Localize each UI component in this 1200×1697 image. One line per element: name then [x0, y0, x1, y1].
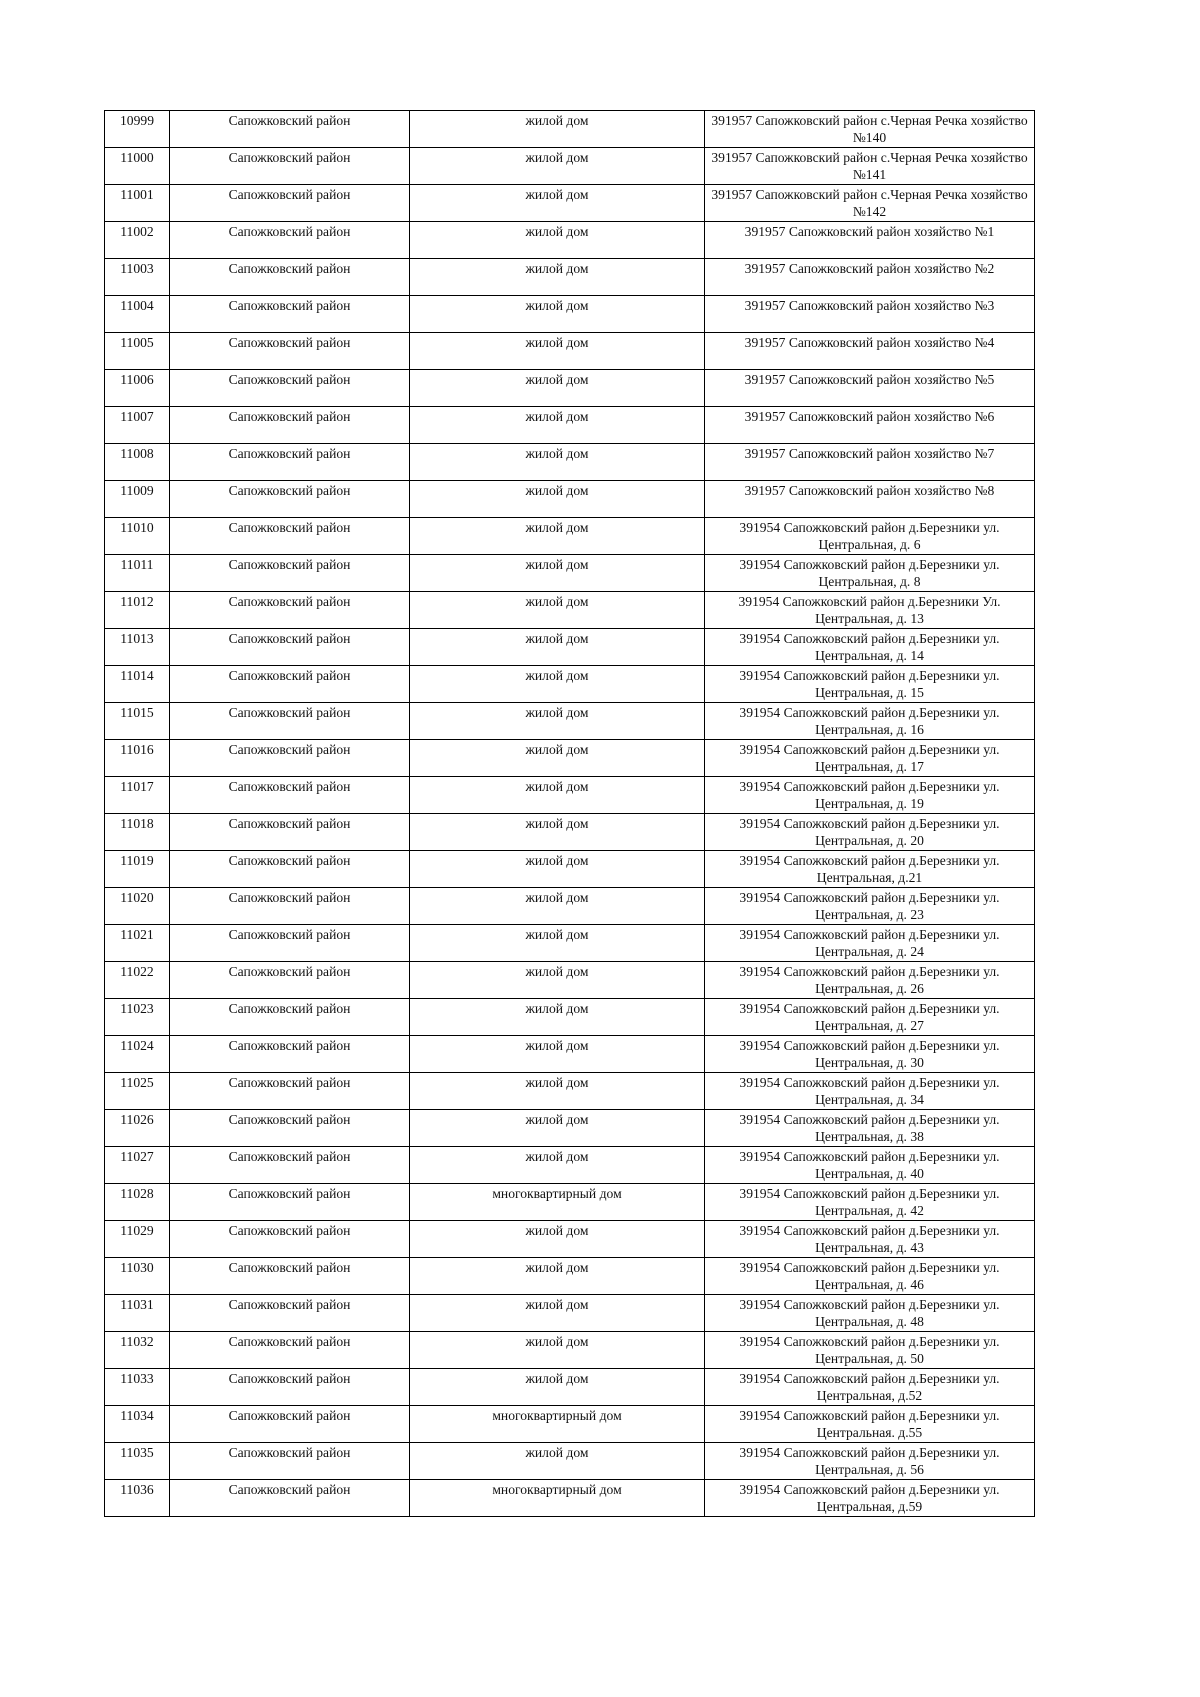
address-cell: 391954 Сапожковский район д.Березники ул. Центральная, д. 14 [705, 629, 1035, 666]
district-cell: Сапожковский район [170, 1295, 410, 1332]
address-cell: 391954 Сапожковский район д.Березники ул. Центральная, д.52 [705, 1369, 1035, 1406]
address-cell: 391957 Сапожковский район хозяйство №5 [705, 370, 1035, 407]
district-cell: Сапожковский район [170, 481, 410, 518]
district-cell: Сапожковский район [170, 296, 410, 333]
record-number-cell: 11012 [105, 592, 170, 629]
object-type-cell: жилой дом [410, 259, 705, 296]
object-type-cell: жилой дом [410, 555, 705, 592]
record-number-cell: 11013 [105, 629, 170, 666]
object-type-cell: многоквартирный дом [410, 1406, 705, 1443]
object-type-cell: жилой дом [410, 1295, 705, 1332]
table-row [105, 777, 1035, 814]
address-cell: 391957 Сапожковский район хозяйство №6 [705, 407, 1035, 444]
district-cell: Сапожковский район [170, 222, 410, 259]
object-type-cell: жилой дом [410, 1369, 705, 1406]
district-cell: Сапожковский район [170, 148, 410, 185]
table-row [105, 999, 1035, 1036]
object-type-cell: жилой дом [410, 407, 705, 444]
object-type-cell: жилой дом [410, 925, 705, 962]
district-cell: Сапожковский район [170, 592, 410, 629]
address-cell: 391954 Сапожковский район д.Березники ул. Центральная, д. 46 [705, 1258, 1035, 1295]
district-cell: Сапожковский район [170, 888, 410, 925]
address-cell: 391954 Сапожковский район д.Березники ул. Центральная, д. 50 [705, 1332, 1035, 1369]
object-type-cell: жилой дом [410, 629, 705, 666]
district-cell: Сапожковский район [170, 370, 410, 407]
table-row [105, 481, 1035, 518]
record-number-cell: 11034 [105, 1406, 170, 1443]
record-number-cell: 11011 [105, 555, 170, 592]
record-number-cell: 11022 [105, 962, 170, 999]
address-cell: 391957 Сапожковский район хозяйство №3 [705, 296, 1035, 333]
table-row [105, 1036, 1035, 1073]
district-cell: Сапожковский район [170, 1147, 410, 1184]
district-cell: Сапожковский район [170, 925, 410, 962]
object-type-cell: жилой дом [410, 296, 705, 333]
table-row [105, 592, 1035, 629]
table-row [105, 296, 1035, 333]
table-row [105, 703, 1035, 740]
district-cell: Сапожковский район [170, 1480, 410, 1517]
table-row [105, 370, 1035, 407]
object-type-cell: жилой дом [410, 481, 705, 518]
address-cell: 391954 Сапожковский район д.Березники ул. Центральная, д. 15 [705, 666, 1035, 703]
table-row [105, 111, 1035, 148]
object-type-cell: жилой дом [410, 333, 705, 370]
address-cell: 391954 Сапожковский район д.Березники ул. Центральная, д. 16 [705, 703, 1035, 740]
object-type-cell: жилой дом [410, 592, 705, 629]
table-row [105, 851, 1035, 888]
table-row [105, 1147, 1035, 1184]
record-number-cell: 11036 [105, 1480, 170, 1517]
object-type-cell: жилой дом [410, 962, 705, 999]
table-row [105, 1110, 1035, 1147]
record-number-cell: 11031 [105, 1295, 170, 1332]
district-cell: Сапожковский район [170, 666, 410, 703]
table-row [105, 1443, 1035, 1480]
object-type-cell: жилой дом [410, 740, 705, 777]
district-cell: Сапожковский район [170, 518, 410, 555]
object-type-cell: жилой дом [410, 1221, 705, 1258]
address-cell: 391954 Сапожковский район д.Березники ул. Центральная, д. 42 [705, 1184, 1035, 1221]
table-row [105, 222, 1035, 259]
address-cell: 391957 Сапожковский район хозяйство №2 [705, 259, 1035, 296]
record-number-cell: 11030 [105, 1258, 170, 1295]
district-cell: Сапожковский район [170, 1406, 410, 1443]
table-row [105, 185, 1035, 222]
object-type-cell: жилой дом [410, 222, 705, 259]
record-number-cell: 11010 [105, 518, 170, 555]
address-cell: 391954 Сапожковский район д.Березники ул. Центральная, д. 23 [705, 888, 1035, 925]
object-type-cell: жилой дом [410, 814, 705, 851]
object-type-cell: жилой дом [410, 703, 705, 740]
record-number-cell: 11029 [105, 1221, 170, 1258]
district-cell: Сапожковский район [170, 1184, 410, 1221]
address-cell: 391954 Сапожковский район д.Березники ул. Центральная, д. 34 [705, 1073, 1035, 1110]
table-row [105, 555, 1035, 592]
record-number-cell: 11008 [105, 444, 170, 481]
district-cell: Сапожковский район [170, 1258, 410, 1295]
object-type-cell: жилой дом [410, 111, 705, 148]
address-cell: 391954 Сапожковский район д.Березники ул. Центральная, д. 6 [705, 518, 1035, 555]
district-cell: Сапожковский район [170, 740, 410, 777]
table-row [105, 148, 1035, 185]
record-number-cell: 11026 [105, 1110, 170, 1147]
record-number-cell: 11005 [105, 333, 170, 370]
address-cell: 391954 Сапожковский район д.Березники ул. Центральная, д.21 [705, 851, 1035, 888]
record-number-cell: 11004 [105, 296, 170, 333]
table-row [105, 407, 1035, 444]
object-type-cell: жилой дом [410, 1036, 705, 1073]
district-cell: Сапожковский район [170, 1110, 410, 1147]
record-number-cell: 11001 [105, 185, 170, 222]
record-number-cell: 11027 [105, 1147, 170, 1184]
object-type-cell: жилой дом [410, 777, 705, 814]
record-number-cell: 11002 [105, 222, 170, 259]
table-row [105, 814, 1035, 851]
object-type-cell: жилой дом [410, 666, 705, 703]
address-cell: 391957 Сапожковский район хозяйство №7 [705, 444, 1035, 481]
address-cell: 391954 Сапожковский район д.Березники ул. Центральная, д. 8 [705, 555, 1035, 592]
district-cell: Сапожковский район [170, 333, 410, 370]
district-cell: Сапожковский район [170, 1443, 410, 1480]
record-number-cell: 11014 [105, 666, 170, 703]
district-cell: Сапожковский район [170, 851, 410, 888]
object-type-cell: жилой дом [410, 999, 705, 1036]
object-type-cell: жилой дом [410, 1110, 705, 1147]
record-number-cell: 11028 [105, 1184, 170, 1221]
table-row [105, 259, 1035, 296]
record-number-cell: 11015 [105, 703, 170, 740]
record-number-cell: 11000 [105, 148, 170, 185]
table-row [105, 1221, 1035, 1258]
object-type-cell: жилой дом [410, 518, 705, 555]
table-row [105, 962, 1035, 999]
object-type-cell: жилой дом [410, 370, 705, 407]
table-row [105, 888, 1035, 925]
district-cell: Сапожковский район [170, 444, 410, 481]
district-cell: Сапожковский район [170, 777, 410, 814]
record-number-cell: 11021 [105, 925, 170, 962]
address-cell: 391954 Сапожковский район д.Березники ул. Центральная, д. 30 [705, 1036, 1035, 1073]
address-cell: 391957 Сапожковский район хозяйство №8 [705, 481, 1035, 518]
record-number-cell: 11009 [105, 481, 170, 518]
table-row [105, 1480, 1035, 1517]
district-cell: Сапожковский район [170, 1036, 410, 1073]
object-type-cell: жилой дом [410, 1147, 705, 1184]
district-cell: Сапожковский район [170, 1332, 410, 1369]
district-cell: Сапожковский район [170, 1221, 410, 1258]
district-cell: Сапожковский район [170, 555, 410, 592]
record-number-cell: 10999 [105, 111, 170, 148]
address-cell: 391954 Сапожковский район д.Березники ул. Центральная, д. 17 [705, 740, 1035, 777]
record-number-cell: 11032 [105, 1332, 170, 1369]
district-cell: Сапожковский район [170, 999, 410, 1036]
registry-table-body [105, 111, 1035, 1517]
address-cell: 391954 Сапожковский район д.Березники ул. Центральная, д. 48 [705, 1295, 1035, 1332]
table-row [105, 666, 1035, 703]
object-type-cell: жилой дом [410, 851, 705, 888]
record-number-cell: 11024 [105, 1036, 170, 1073]
district-cell: Сапожковский район [170, 629, 410, 666]
record-number-cell: 11006 [105, 370, 170, 407]
record-number-cell: 11018 [105, 814, 170, 851]
object-type-cell: жилой дом [410, 888, 705, 925]
district-cell: Сапожковский район [170, 185, 410, 222]
address-cell: 391957 Сапожковский район с.Черная Речка хозяйство №140 [705, 111, 1035, 148]
object-type-cell: многоквартирный дом [410, 1184, 705, 1221]
object-type-cell: жилой дом [410, 1258, 705, 1295]
record-number-cell: 11025 [105, 1073, 170, 1110]
table-row [105, 1332, 1035, 1369]
table-row [105, 1258, 1035, 1295]
address-cell: 391957 Сапожковский район хозяйство №1 [705, 222, 1035, 259]
address-cell: 391954 Сапожковский район д.Березники ул. Центральная, д. 40 [705, 1147, 1035, 1184]
table-row [105, 444, 1035, 481]
address-cell: 391954 Сапожковский район д.Березники ул. Центральная, д.59 [705, 1480, 1035, 1517]
district-cell: Сапожковский район [170, 962, 410, 999]
object-type-cell: жилой дом [410, 148, 705, 185]
record-number-cell: 11035 [105, 1443, 170, 1480]
district-cell: Сапожковский район [170, 1369, 410, 1406]
record-number-cell: 11033 [105, 1369, 170, 1406]
address-cell: 391954 Сапожковский район д.Березники Ул. Центральная, д. 13 [705, 592, 1035, 629]
district-cell: Сапожковский район [170, 814, 410, 851]
table-row [105, 1073, 1035, 1110]
district-cell: Сапожковский район [170, 259, 410, 296]
table-row [105, 1184, 1035, 1221]
record-number-cell: 11020 [105, 888, 170, 925]
address-cell: 391954 Сапожковский район д.Березники ул. Центральная, д. 56 [705, 1443, 1035, 1480]
record-number-cell: 11019 [105, 851, 170, 888]
record-number-cell: 11016 [105, 740, 170, 777]
address-cell: 391957 Сапожковский район хозяйство №4 [705, 333, 1035, 370]
address-cell: 391957 Сапожковский район с.Черная Речка хозяйство №142 [705, 185, 1035, 222]
address-cell: 391954 Сапожковский район д.Березники ул. Центральная, д. 27 [705, 999, 1035, 1036]
object-type-cell: жилой дом [410, 1073, 705, 1110]
address-cell: 391954 Сапожковский район д.Березники ул. Центральная. д.55 [705, 1406, 1035, 1443]
address-cell: 391954 Сапожковский район д.Березники ул. Центральная, д. 20 [705, 814, 1035, 851]
district-cell: Сапожковский район [170, 407, 410, 444]
object-type-cell: жилой дом [410, 185, 705, 222]
address-cell: 391954 Сапожковский район д.Березники ул. Центральная, д. 24 [705, 925, 1035, 962]
table-row [105, 740, 1035, 777]
record-number-cell: 11023 [105, 999, 170, 1036]
object-type-cell: жилой дом [410, 1332, 705, 1369]
object-type-cell: жилой дом [410, 1443, 705, 1480]
address-cell: 391954 Сапожковский район д.Березники ул. Центральная, д. 26 [705, 962, 1035, 999]
address-cell: 391957 Сапожковский район с.Черная Речка хозяйство №141 [705, 148, 1035, 185]
address-cell: 391954 Сапожковский район д.Березники ул. Центральная, д. 43 [705, 1221, 1035, 1258]
table-row [105, 925, 1035, 962]
table-row [105, 1406, 1035, 1443]
table-row [105, 518, 1035, 555]
registry-table [104, 110, 1035, 1517]
object-type-cell: жилой дом [410, 444, 705, 481]
record-number-cell: 11017 [105, 777, 170, 814]
district-cell: Сапожковский район [170, 703, 410, 740]
record-number-cell: 11003 [105, 259, 170, 296]
table-row [105, 1369, 1035, 1406]
address-cell: 391954 Сапожковский район д.Березники ул. Центральная, д. 38 [705, 1110, 1035, 1147]
district-cell: Сапожковский район [170, 1073, 410, 1110]
object-type-cell: многоквартирный дом [410, 1480, 705, 1517]
table-row [105, 333, 1035, 370]
table-row [105, 1295, 1035, 1332]
record-number-cell: 11007 [105, 407, 170, 444]
address-cell: 391954 Сапожковский район д.Березники ул. Центральная, д. 19 [705, 777, 1035, 814]
table-row [105, 629, 1035, 666]
district-cell: Сапожковский район [170, 111, 410, 148]
